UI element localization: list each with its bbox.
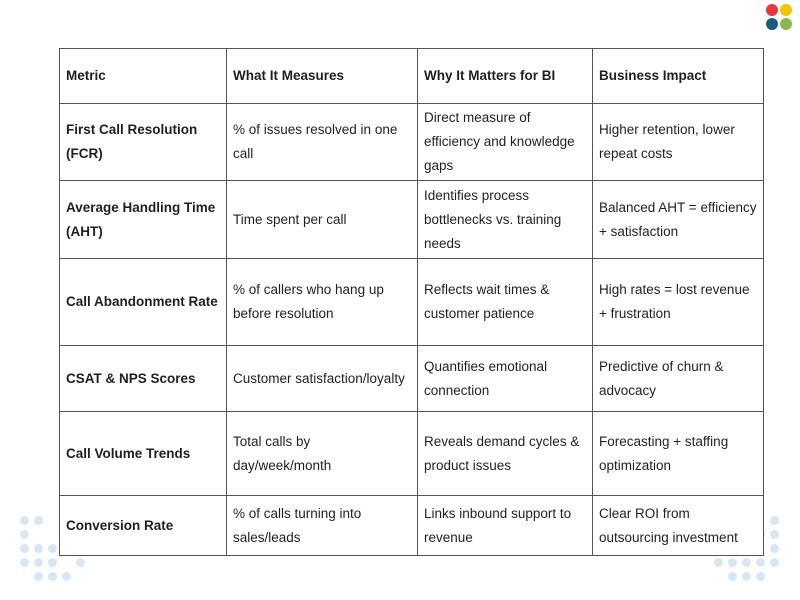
column-header-what-it-measures: What It Measures xyxy=(227,49,418,104)
table-row xyxy=(60,259,764,346)
metric-cell: Conversion Rate xyxy=(60,496,227,556)
impact-cell: Balanced AHT = efficiency + satisfaction xyxy=(593,181,764,259)
metric-cell: Call Abandonment Rate xyxy=(60,259,227,346)
table-row xyxy=(60,412,764,496)
matters-cell: Reflects wait times & customer patience xyxy=(418,259,593,346)
table-row xyxy=(60,181,764,259)
column-header-why-it-matters: Why It Matters for BI xyxy=(418,49,593,104)
table-row xyxy=(60,496,764,556)
metric-cell: Call Volume Trends xyxy=(60,412,227,496)
metric-cell: Average Handling Time (AHT) xyxy=(60,181,227,259)
matters-cell: Identifies process bottlenecks vs. training needs xyxy=(418,181,593,259)
measures-cell: Customer satisfaction/loyalty xyxy=(227,346,418,412)
metric-cell: First Call Resolution (FCR) xyxy=(60,104,227,181)
measures-cell: % of callers who hang up before resolution xyxy=(227,259,418,346)
matters-cell: Reveals demand cycles & product issues xyxy=(418,412,593,496)
impact-cell: Forecasting + staffing optimization xyxy=(593,412,764,496)
logo-dot-icon xyxy=(780,18,792,30)
logo-dot-icon xyxy=(766,18,778,30)
brand-logo-icon xyxy=(766,4,796,34)
logo-dot-icon xyxy=(766,4,778,16)
impact-cell: High rates = lost revenue + frustration xyxy=(593,259,764,346)
column-header-business-impact: Business Impact xyxy=(593,49,764,104)
impact-cell: Higher retention, lower repeat costs xyxy=(593,104,764,181)
matters-cell: Direct measure of efficiency and knowledge gaps xyxy=(418,104,593,181)
impact-cell: Predictive of churn & advocacy xyxy=(593,346,764,412)
metrics-table xyxy=(59,48,764,556)
measures-cell: Total calls by day/week/month xyxy=(227,412,418,496)
measures-cell: Time spent per call xyxy=(227,181,418,259)
matters-cell: Links inbound support to revenue xyxy=(418,496,593,556)
table-row xyxy=(60,346,764,412)
measures-cell: % of calls turning into sales/leads xyxy=(227,496,418,556)
table-header-row xyxy=(60,49,764,104)
impact-cell: Clear ROI from outsourcing investment xyxy=(593,496,764,556)
matters-cell: Quantifies emotional connection xyxy=(418,346,593,412)
logo-dot-icon xyxy=(780,4,792,16)
metric-cell: CSAT & NPS Scores xyxy=(60,346,227,412)
table-row xyxy=(60,104,764,181)
measures-cell: % of issues resolved in one call xyxy=(227,104,418,181)
column-header-metric: Metric xyxy=(60,49,227,104)
